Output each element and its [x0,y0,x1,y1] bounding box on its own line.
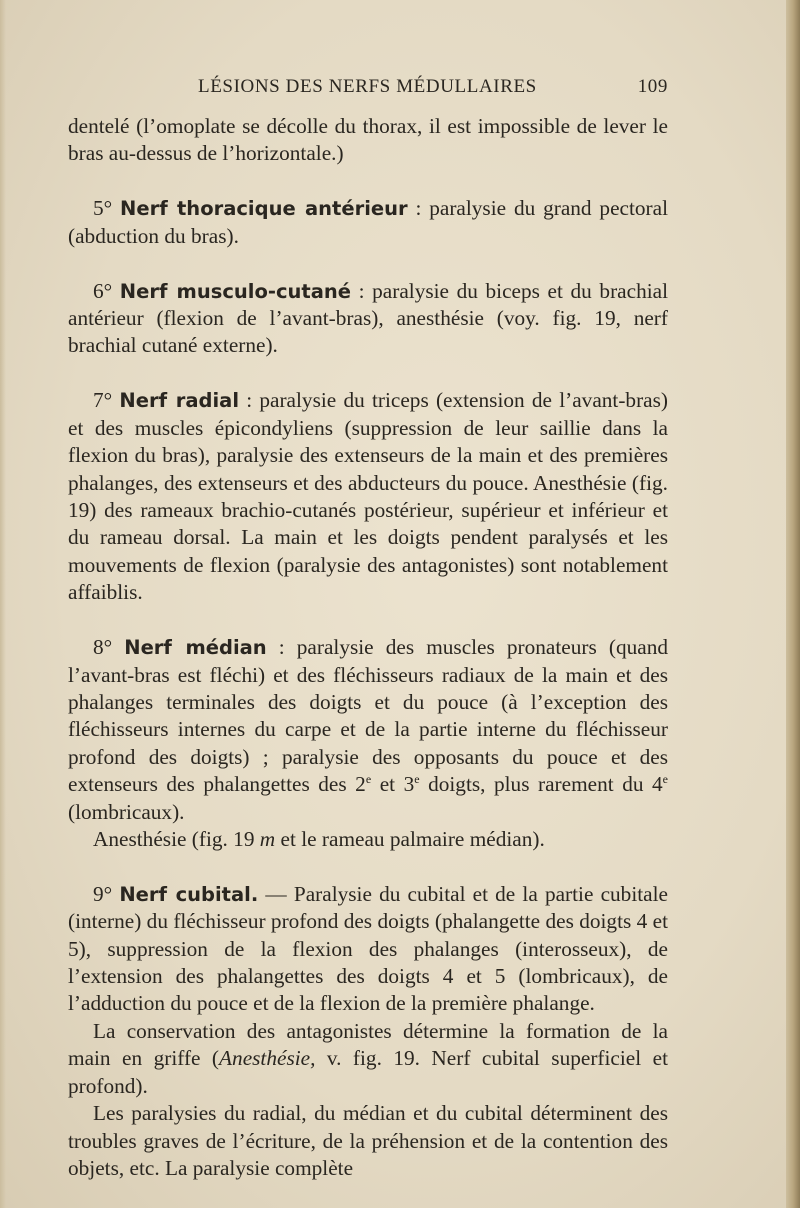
section-9-paralysies: Les paralysies du radial, du médian et du cubital déterminent des troubles graves de l’écriture, de la préhension et de la contention des objets, etc. La paralysie complète [68,1101,668,1180]
griffe-em: Anesthésie, [219,1046,316,1071]
section-8-number: 8° [93,635,113,660]
anesthesie-text-b: et le rameau palmaire médian). [275,826,545,851]
running-header [68,76,668,102]
running-title: LÉSIONS DES NERFS MÉDULLAIRES [198,76,537,97]
section-8-anesthesie [68,826,668,853]
section-5-text: : paralysie du grand pectoral (abduction du bras). [68,196,669,248]
anesthesie-m: m [259,826,276,851]
superscript-e-2: e [414,772,420,787]
section-7-number: 7° [93,388,113,413]
section-9-heading: Nerf cubital. [119,882,259,906]
section-7-heading: Nerf radial [119,389,239,413]
section-6 [68,278,668,360]
section-5-number: 5° [93,196,113,221]
page-right-edge [786,0,800,1208]
section-7-text: : paralysie du triceps (extension de l’avant-bras) et des muscles épicondyliens (suppression de leur saillie dans la flexion du bras), paralysie des extenseurs de la main et des premières phalanges, des extenseurs et des abducteurs du pouce. Anesthésie (fig. 19) des rameaux brachio-cutanés postérieur, supérieur et inférieur et du rameau dorsal. La main et les doigts pendent paralysés et les mouvements de flexion (paralysie des antagonistes) sont notablement affaiblis. [68,388,668,605]
section-9-griffe [68,1018,668,1100]
section-9-number: 9° [93,881,113,906]
section-8 [68,634,668,826]
section-8-text-a: : paralysie des muscles pronateurs (quand l’avant-bras est fléchi) et des fléchisseurs radiaux de la main et des phalanges terminales des doigts et du pouce (à l’exception des fléchisseurs internes du carpe et de la partie interne du fléchisseur profond des doigts) ; paralysie des opposants du pouce et des extenseurs des phalangettes des 2 [68,635,668,797]
superscript-e-1: e [365,772,372,787]
section-6-number: 6° [93,278,113,303]
section-8-heading: Nerf médian [124,636,267,660]
section-5-heading: Nerf thoracique antérieur [120,197,408,221]
paragraph-dentele: dentelé (l’omoplate se décolle du thorax, il est impossible de lever le bras au-dessus de l’horizontale.) [68,114,668,166]
section-5 [68,195,668,250]
griffe-text-a: La conservation des antagonistes détermine la formation de la main en griffe ( [68,1018,668,1071]
superscript-e-3: e [662,772,668,787]
page-left-edge [0,0,6,1208]
body-text [68,113,668,1182]
page-number: 109 [637,76,668,97]
section-9 [68,881,668,1018]
section-7 [68,387,668,606]
griffe-text-b: v. fig. 19. Nerf cubital superficiel et profond). [68,1046,668,1098]
section-6-heading: Nerf musculo-cutané [119,279,351,303]
section-8-text-c: doigts, plus rarement du 4 [419,772,663,797]
section-6-text: : paralysie du biceps et du brachial antérieur (flexion de l’avant-bras), anesthésie (voy. fig. 19, nerf brachial cutané externe). [68,278,669,358]
anesthesie-text-a: Anesthésie (fig. 19 [93,826,260,851]
section-9-text: — Paralysie du cubital et de la partie cubitale (interne) du fléchisseur profond des doigts (phalangette des doigts 4 et 5), suppression de la flexion des phalanges (interosseux), de l’extension des phalangettes des doigts 4 et 5 (lombricaux), de l’adduction du pouce et de la flexion de la première phalange. [68,881,668,1016]
section-8-text-d: (lombricaux). [68,799,185,824]
section-8-text-b: et 3 [371,772,415,797]
